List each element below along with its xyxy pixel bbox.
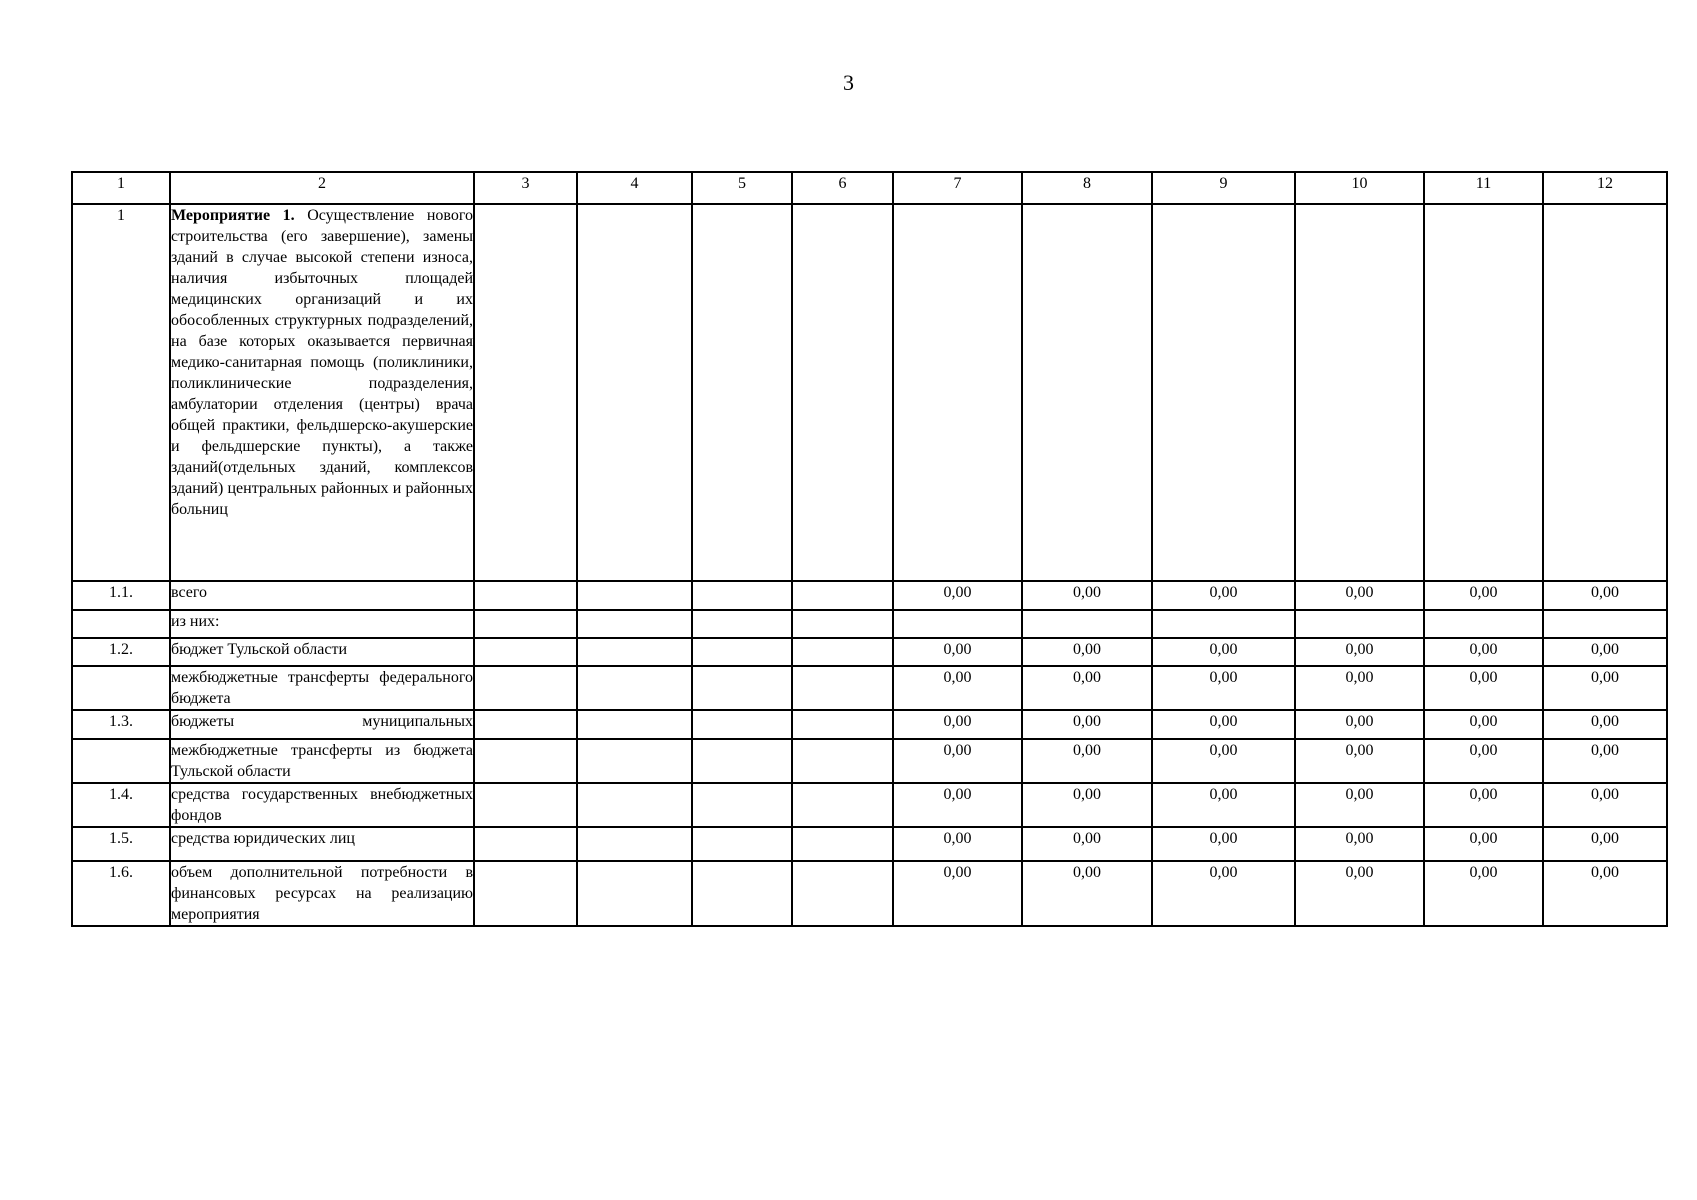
empty-cell [474,783,577,827]
column-header: 6 [792,172,893,204]
empty-cell [792,666,893,710]
column-header: 12 [1543,172,1667,204]
row-number [72,666,170,710]
empty-cell [577,827,692,861]
column-header: 11 [1424,172,1543,204]
value-cell: 0,00 [893,581,1022,610]
empty-cell [474,739,577,783]
empty-cell [792,581,893,610]
value-cell: 0,00 [1424,710,1543,739]
value-cell: 0,00 [1424,827,1543,861]
row-label: межбюджетные трансферты федерального бюджета [170,666,474,710]
empty-cell [792,638,893,666]
value-cell: 0,00 [1424,739,1543,783]
row-label: бюджет Тульской области [170,638,474,666]
value-cell: 0,00 [1152,739,1295,783]
value-cell: 0,00 [1022,666,1152,710]
row-label: из них: [170,610,474,638]
value-cell: 0,00 [1543,861,1667,926]
value-cell: 0,00 [1543,638,1667,666]
empty-cell [692,638,792,666]
value-cell [1424,610,1543,638]
value-cell [1152,610,1295,638]
value-cell: 0,00 [1022,710,1152,739]
empty-cell [692,666,792,710]
value-cell: 0,00 [1022,827,1152,861]
value-cell: 0,00 [1022,783,1152,827]
empty-cell [577,783,692,827]
value-cell: 0,00 [1295,666,1424,710]
value-cell: 0,00 [893,739,1022,783]
column-header: 7 [893,172,1022,204]
empty-cell [474,638,577,666]
row-number: 1.5. [72,827,170,861]
column-header: 8 [1022,172,1152,204]
value-cell: 0,00 [1295,861,1424,926]
column-header: 3 [474,172,577,204]
row-label [170,710,474,739]
table-row [72,638,1667,666]
value-cell: 0,00 [1022,638,1152,666]
table-row [72,827,1667,861]
row-label: межбюджетные трансферты из бюджета Тульской области [170,739,474,783]
row-number: 1.3. [72,710,170,739]
empty-cell [893,204,1022,581]
empty-cell [474,610,577,638]
empty-cell [577,610,692,638]
table-row [72,581,1667,610]
value-cell: 0,00 [1424,638,1543,666]
value-cell: 0,00 [1424,581,1543,610]
value-cell: 0,00 [1022,581,1152,610]
value-cell: 0,00 [1152,581,1295,610]
column-header: 9 [1152,172,1295,204]
row-label: средства государственных внебюджетных фондов [170,783,474,827]
empty-cell [474,710,577,739]
table-row [72,610,1667,638]
empty-cell [692,581,792,610]
row-number: 1.6. [72,861,170,926]
row-label-text: бюджеты муниципальных [171,713,473,730]
empty-cell [474,827,577,861]
table-row [72,783,1667,827]
value-cell: 0,00 [1152,827,1295,861]
value-cell: 0,00 [1295,710,1424,739]
measure-row [72,204,1667,581]
empty-cell [577,638,692,666]
value-cell: 0,00 [1424,783,1543,827]
empty-cell [577,666,692,710]
value-cell: 0,00 [1152,783,1295,827]
row-label: средства юридических лиц [170,827,474,861]
column-header: 10 [1295,172,1424,204]
table-row [72,710,1667,739]
empty-cell [577,581,692,610]
row-number: 1.4. [72,783,170,827]
empty-cell [692,204,792,581]
value-cell: 0,00 [1295,638,1424,666]
empty-cell [1543,204,1667,581]
value-cell: 0,00 [893,783,1022,827]
column-number-row [72,172,1667,204]
value-cell: 0,00 [1295,783,1424,827]
empty-cell [1424,204,1543,581]
measure-title [170,204,474,581]
row-number [72,610,170,638]
value-cell: 0,00 [1424,861,1543,926]
empty-cell [792,827,893,861]
row-number: 1.2. [72,638,170,666]
empty-cell [792,204,893,581]
page-number: 3 [843,70,854,95]
value-cell: 0,00 [1424,666,1543,710]
column-header: 1 [72,172,170,204]
value-cell: 0,00 [1022,861,1152,926]
value-cell: 0,00 [893,666,1022,710]
column-header: 4 [577,172,692,204]
value-cell: 0,00 [1295,827,1424,861]
empty-cell [474,204,577,581]
financing-table [71,171,1668,927]
value-cell: 0,00 [1543,783,1667,827]
measure-number: 1 [72,204,170,581]
value-cell: 0,00 [1543,710,1667,739]
value-cell: 0,00 [1152,861,1295,926]
value-cell: 0,00 [1295,581,1424,610]
empty-cell [577,739,692,783]
value-cell: 0,00 [893,861,1022,926]
empty-cell [692,783,792,827]
empty-cell [474,581,577,610]
value-cell: 0,00 [1295,739,1424,783]
empty-cell [692,739,792,783]
value-cell [1022,610,1152,638]
value-cell: 0,00 [1152,710,1295,739]
empty-cell [692,827,792,861]
value-cell: 0,00 [1152,638,1295,666]
row-number [72,739,170,783]
column-header: 2 [170,172,474,204]
empty-cell [577,710,692,739]
value-cell: 0,00 [1543,827,1667,861]
empty-cell [474,666,577,710]
value-cell: 0,00 [893,827,1022,861]
empty-cell [1152,204,1295,581]
empty-cell [577,861,692,926]
value-cell: 0,00 [893,710,1022,739]
empty-cell [1295,204,1424,581]
value-cell: 0,00 [1152,666,1295,710]
value-cell: 0,00 [1543,739,1667,783]
empty-cell [792,610,893,638]
empty-cell [1022,204,1152,581]
empty-cell [792,783,893,827]
value-cell [1295,610,1424,638]
empty-cell [692,710,792,739]
table-row [72,861,1667,926]
table-row [72,666,1667,710]
table-row [72,739,1667,783]
empty-cell [692,861,792,926]
row-label: всего [170,581,474,610]
empty-cell [792,710,893,739]
measure-title-bold: Мероприятие 1. [171,207,295,224]
value-cell [1543,610,1667,638]
column-header: 5 [692,172,792,204]
empty-cell [792,861,893,926]
empty-cell [792,739,893,783]
value-cell: 0,00 [1543,581,1667,610]
row-label: объем дополнительной потребности в финансовых ресурсах на реализацию мероприятия [170,861,474,926]
value-cell: 0,00 [1543,666,1667,710]
value-cell [893,610,1022,638]
empty-cell [577,204,692,581]
empty-cell [474,861,577,926]
row-number: 1.1. [72,581,170,610]
value-cell: 0,00 [1022,739,1152,783]
measure-title-text: Осуществление нового строительства (его завершение), замены зданий в случае высокой степени износа, наличия избыточных площадей медицинских организаций и их обособленных структурных подразделений, на базе которых оказывается первичная медико-санитарная помощь (поликлиники, поликлинические подразделения, амбулатории отделения (центры) врача общей практики, фельдшерско-акушерские и фельдшерские пункты), а также зданий(отдельных зданий, комплексов зданий) центральных районных и районных больниц [171,207,474,518]
empty-cell [692,610,792,638]
value-cell: 0,00 [893,638,1022,666]
